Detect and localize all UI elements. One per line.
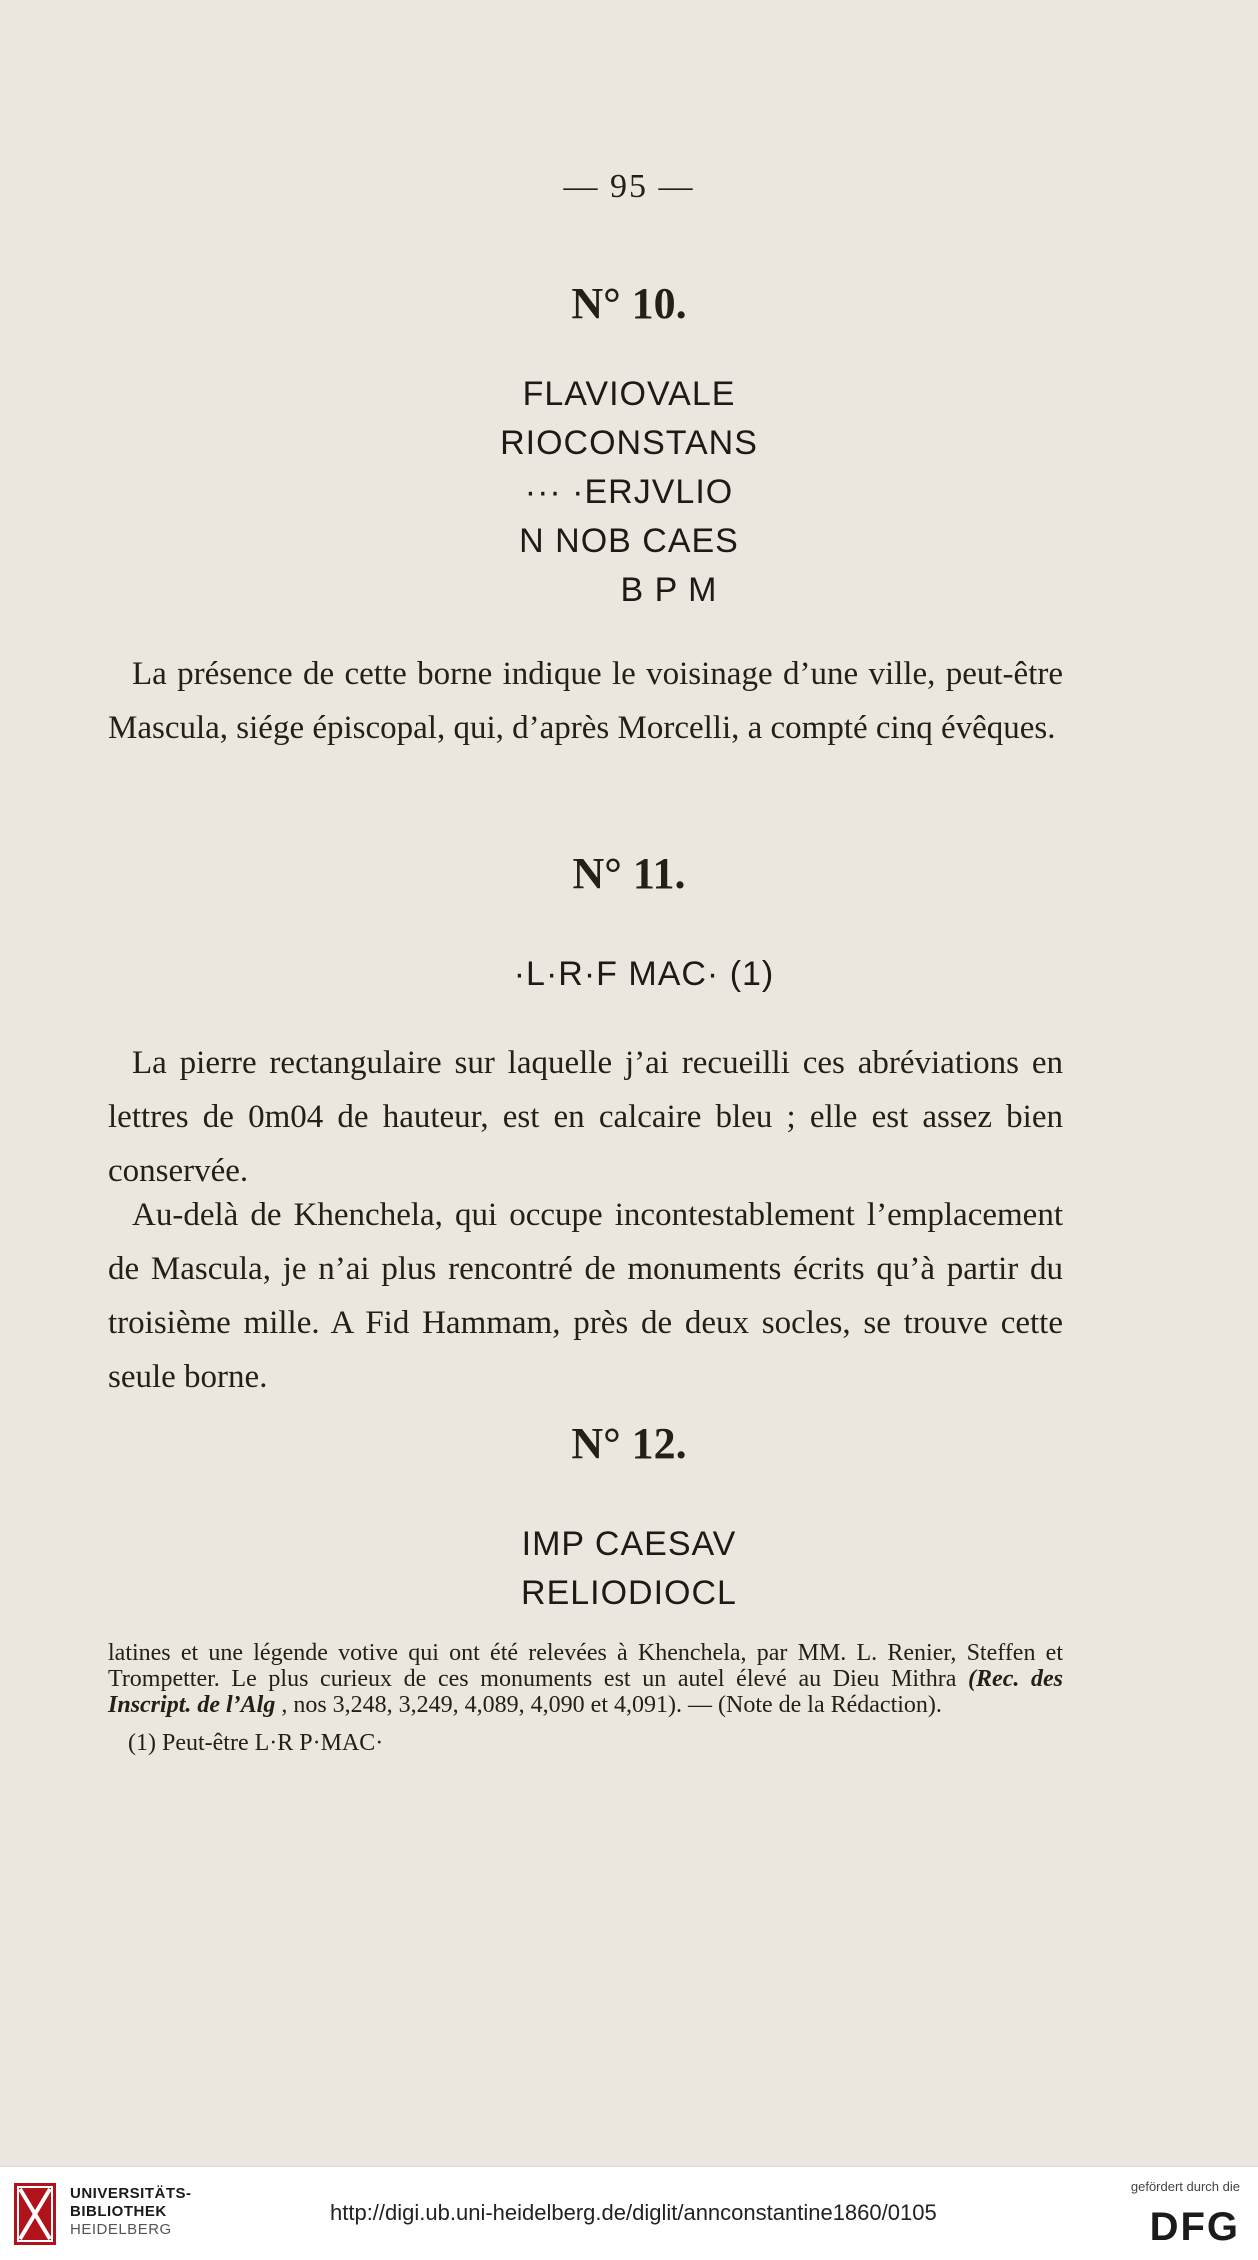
- inscription-line: ·L·R·F MAC· (1): [513, 955, 775, 993]
- inscription-line: RELIODIOCL: [521, 1574, 737, 1612]
- note-text: , nos 3,248, 3,249, 4,089, 4,090 et 4,091). — (Note de la Rédaction).: [275, 1692, 942, 1718]
- note-text: latines et une légende votive qui ont été relevées à Khenchela, par MM. L. Renier, Steffen et Trompetter. Le plus curieux de ces monuments est un autel élevé au Dieu Mithra: [108, 1640, 1063, 1692]
- funding-label: gefördert durch die: [1130, 2179, 1240, 2194]
- viewer-footer: [0, 2166, 1258, 2260]
- inscription-line: B P M: [620, 571, 718, 609]
- dfg-logo: DFG: [1149, 2205, 1240, 2249]
- inscription-11: [0, 950, 1258, 999]
- institution-line: HEIDELBERG: [70, 2221, 172, 2238]
- inscription-line: IMP CAESAV: [521, 1525, 737, 1563]
- paragraph-11b: Au-delà de Khenchela, qui occupe incontestablement l’emplacement de Mascula, je n’ai plus rencontré de monuments écrits qu’à partir du troisième mille. A Fid Hammam, près de deux socles, se trouve cette seule borne.: [108, 1197, 1063, 1395]
- section-12-heading: N° 12.: [571, 1419, 687, 1468]
- inscription-line: ··· ·ERJVLIO: [524, 473, 734, 511]
- inscription-line: RIOCONSTANS: [500, 424, 758, 462]
- permalink[interactable]: http://digi.ub.uni-heidelberg.de/diglit/annconstantine1860/0105: [330, 2200, 937, 2225]
- section-10-heading: N° 10.: [571, 279, 687, 328]
- page-number: — 95 —: [563, 168, 695, 205]
- section-11-heading: N° 11.: [572, 849, 686, 898]
- note-continuation: [108, 1640, 1063, 1718]
- university-logo-icon: [14, 2183, 56, 2245]
- inscription-12: [0, 1520, 1258, 1618]
- note-citation: (Rec. des Inscript. de l’Alg: [108, 1666, 1063, 1718]
- paragraph-11a: La pierre rectangulaire sur laquelle j’ai recueilli ces abréviations en lettres de 0m04 de hauteur, est en calcaire bleu ; elle est assez bien conservée.: [108, 1045, 1063, 1189]
- footnotes: [108, 1640, 1063, 1768]
- inscription-10: [0, 370, 1258, 615]
- institution-line: BIBLIOTHEK: [70, 2203, 167, 2220]
- paragraph-10: La présence de cette borne indique le voisinage d’une ville, peut-être Mascula, siége épiscopal, qui, d’après Morcelli, a compté cinq évêques.: [108, 656, 1063, 746]
- institution-name: [70, 2185, 192, 2239]
- inscription-line: FLAVIOVALE: [522, 375, 736, 413]
- inscription-line: N NOB CAES: [519, 522, 739, 560]
- footnote-1: (1) Peut-être L·R P·MAC·: [128, 1730, 384, 1756]
- institution-line: UNIVERSITÄTS-: [70, 2185, 192, 2202]
